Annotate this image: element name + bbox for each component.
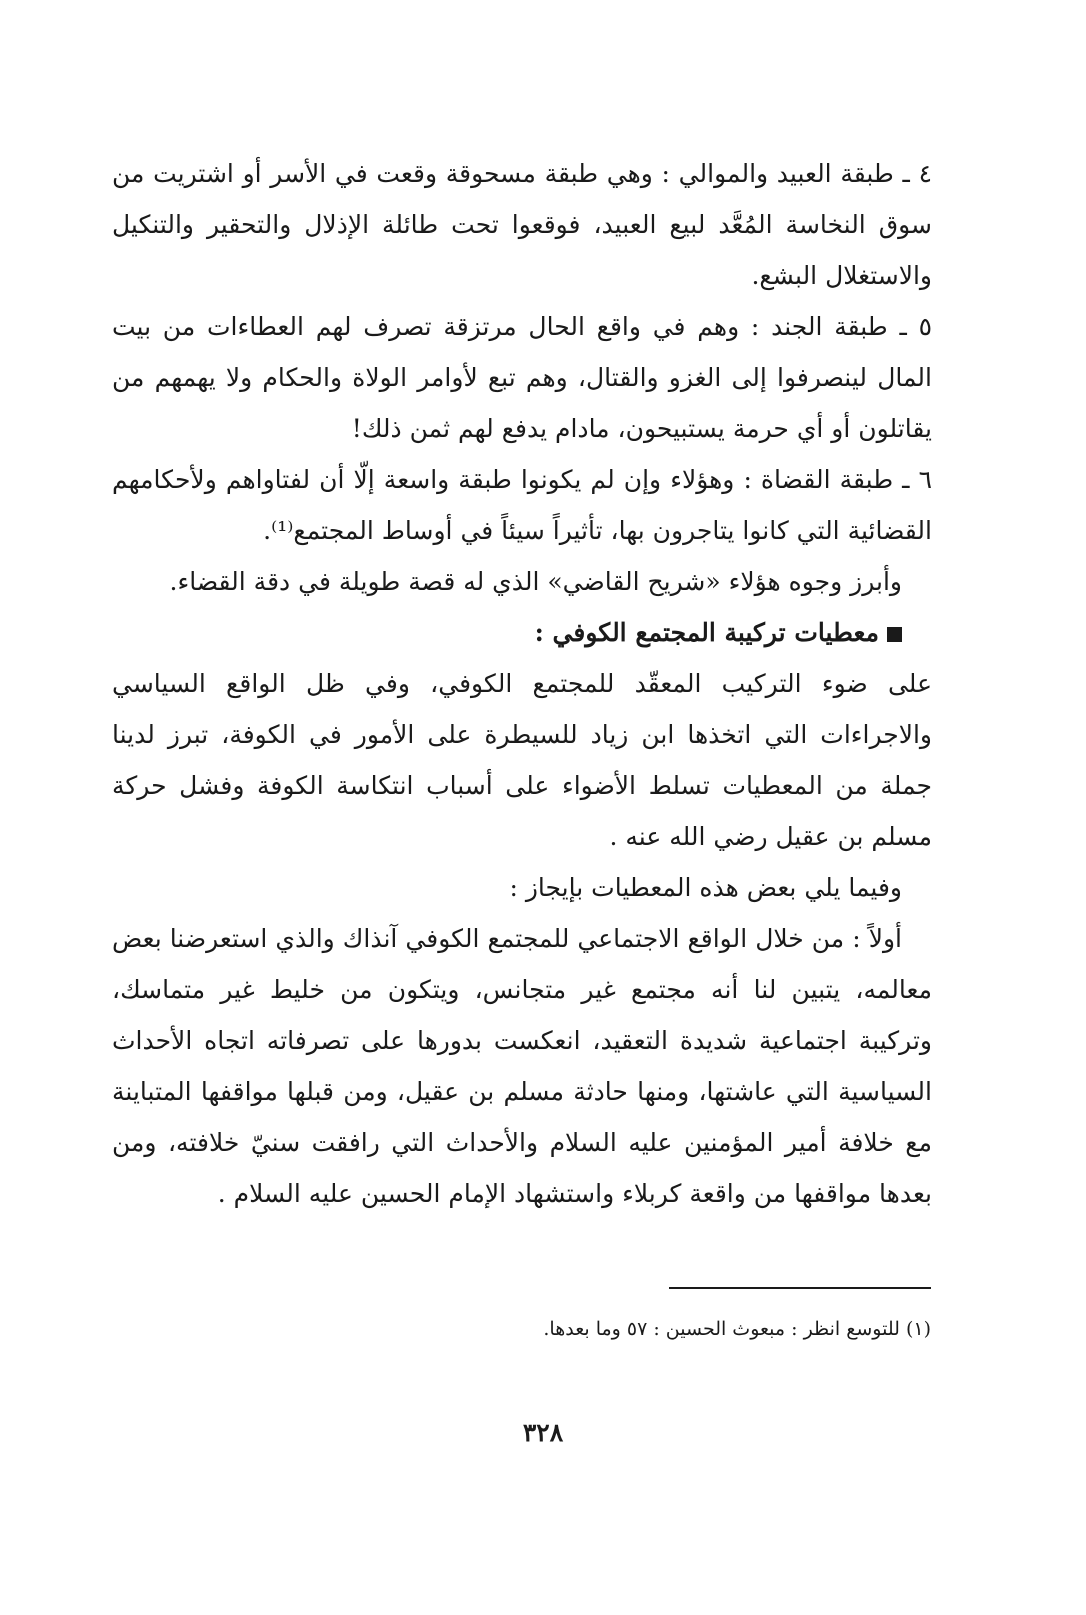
paragraph-first-point: أولاً : من خلال الواقع الاجتماعي للمجتمع الكوفي آنذاك والذي استعرضنا بعض معالمه، يتبين لنا أنه مجتمع غير متجانس، ويتكون من خليط غير متماسك، وتركيبة اجتماعية شديدة التعقيد، انعكست بدورها على تصرفاته اتجاه الأحداث السياسية التي عاشتها، ومنها حادثة مسلم بن عقيل، ومن قبلها مواقفها المتباينة مع خلافة أمير المؤمنين عليه السلام والأحداث التي رافقت سنيّ خلافته، ومن بعدها مواقفها من واقعة كربلاء واستشهاد الإمام الحسين عليه السلام . (112, 924, 932, 1208)
paragraph-slaves-class: ٤ ـ طبقة العبيد والموالي : وهي طبقة مسحوقة وقعت في الأسر أو اشتريت من سوق النخاسة المُعَّد لبيع العبيد، فوقعوا تحت طائلة الإذلال والتحقير والتنكيل والاستغلال البشع. (112, 159, 932, 290)
footnote: (١) للتوسع انظر : مبعوث الحسين : ٥٧ وما بعدها. (543, 1318, 931, 1340)
main-text (112, 148, 932, 1219)
paragraph-kufa-composition: على ضوء التركيب المعقّد للمجتمع الكوفي، وفي ظل الواقع السياسي والاجراءات التي اتخذها ابن زياد للسيطرة على الأمور في الكوفة، تبرز لدينا جملة من المعطيات تسلط الأضواء على أسباب انتكاسة الكوفة وفشل حركة مسلم بن عقيل رضي الله عنه . (112, 669, 932, 851)
footnote-divider (669, 1287, 931, 1289)
paragraph-judges-class: ٦ ـ طبقة القضاة : وهؤلاء وإن لم يكونوا طبقة واسعة إلّا أن لفتاواهم ولأحكامهم القضائية التي كانوا يتاجرون بها، تأثيراً سيئاً في أوساط المجتمع⁽¹⁾. (112, 465, 932, 545)
square-bullet-icon (887, 627, 902, 642)
paragraph-summary-intro: وفيما يلي بعض هذه المعطيات بإيجاز : (509, 873, 902, 902)
paragraph-soldiers-class: ٥ ـ طبقة الجند : وهم في واقع الحال مرتزقة تصرف لهم العطاءات من بيت المال لينصرفوا إلى الغزو والقتال، وهم تبع لأوامر الولاة والحكام ولا يهمهم من يقاتلون أو أي حرمة يستبيحون، مادام يدفع لهم ثمن ذلك! (112, 312, 932, 443)
page-number: ٣٢٨ (522, 1418, 564, 1447)
paragraph-shurayh: وأبرز وجوه هؤلاء «شريح القاضي» الذي له قصة طويلة في دقة القضاء. (169, 567, 902, 596)
section-heading (112, 607, 932, 658)
section-heading-text: معطيات تركيبة المجتمع الكوفي : (534, 618, 879, 647)
